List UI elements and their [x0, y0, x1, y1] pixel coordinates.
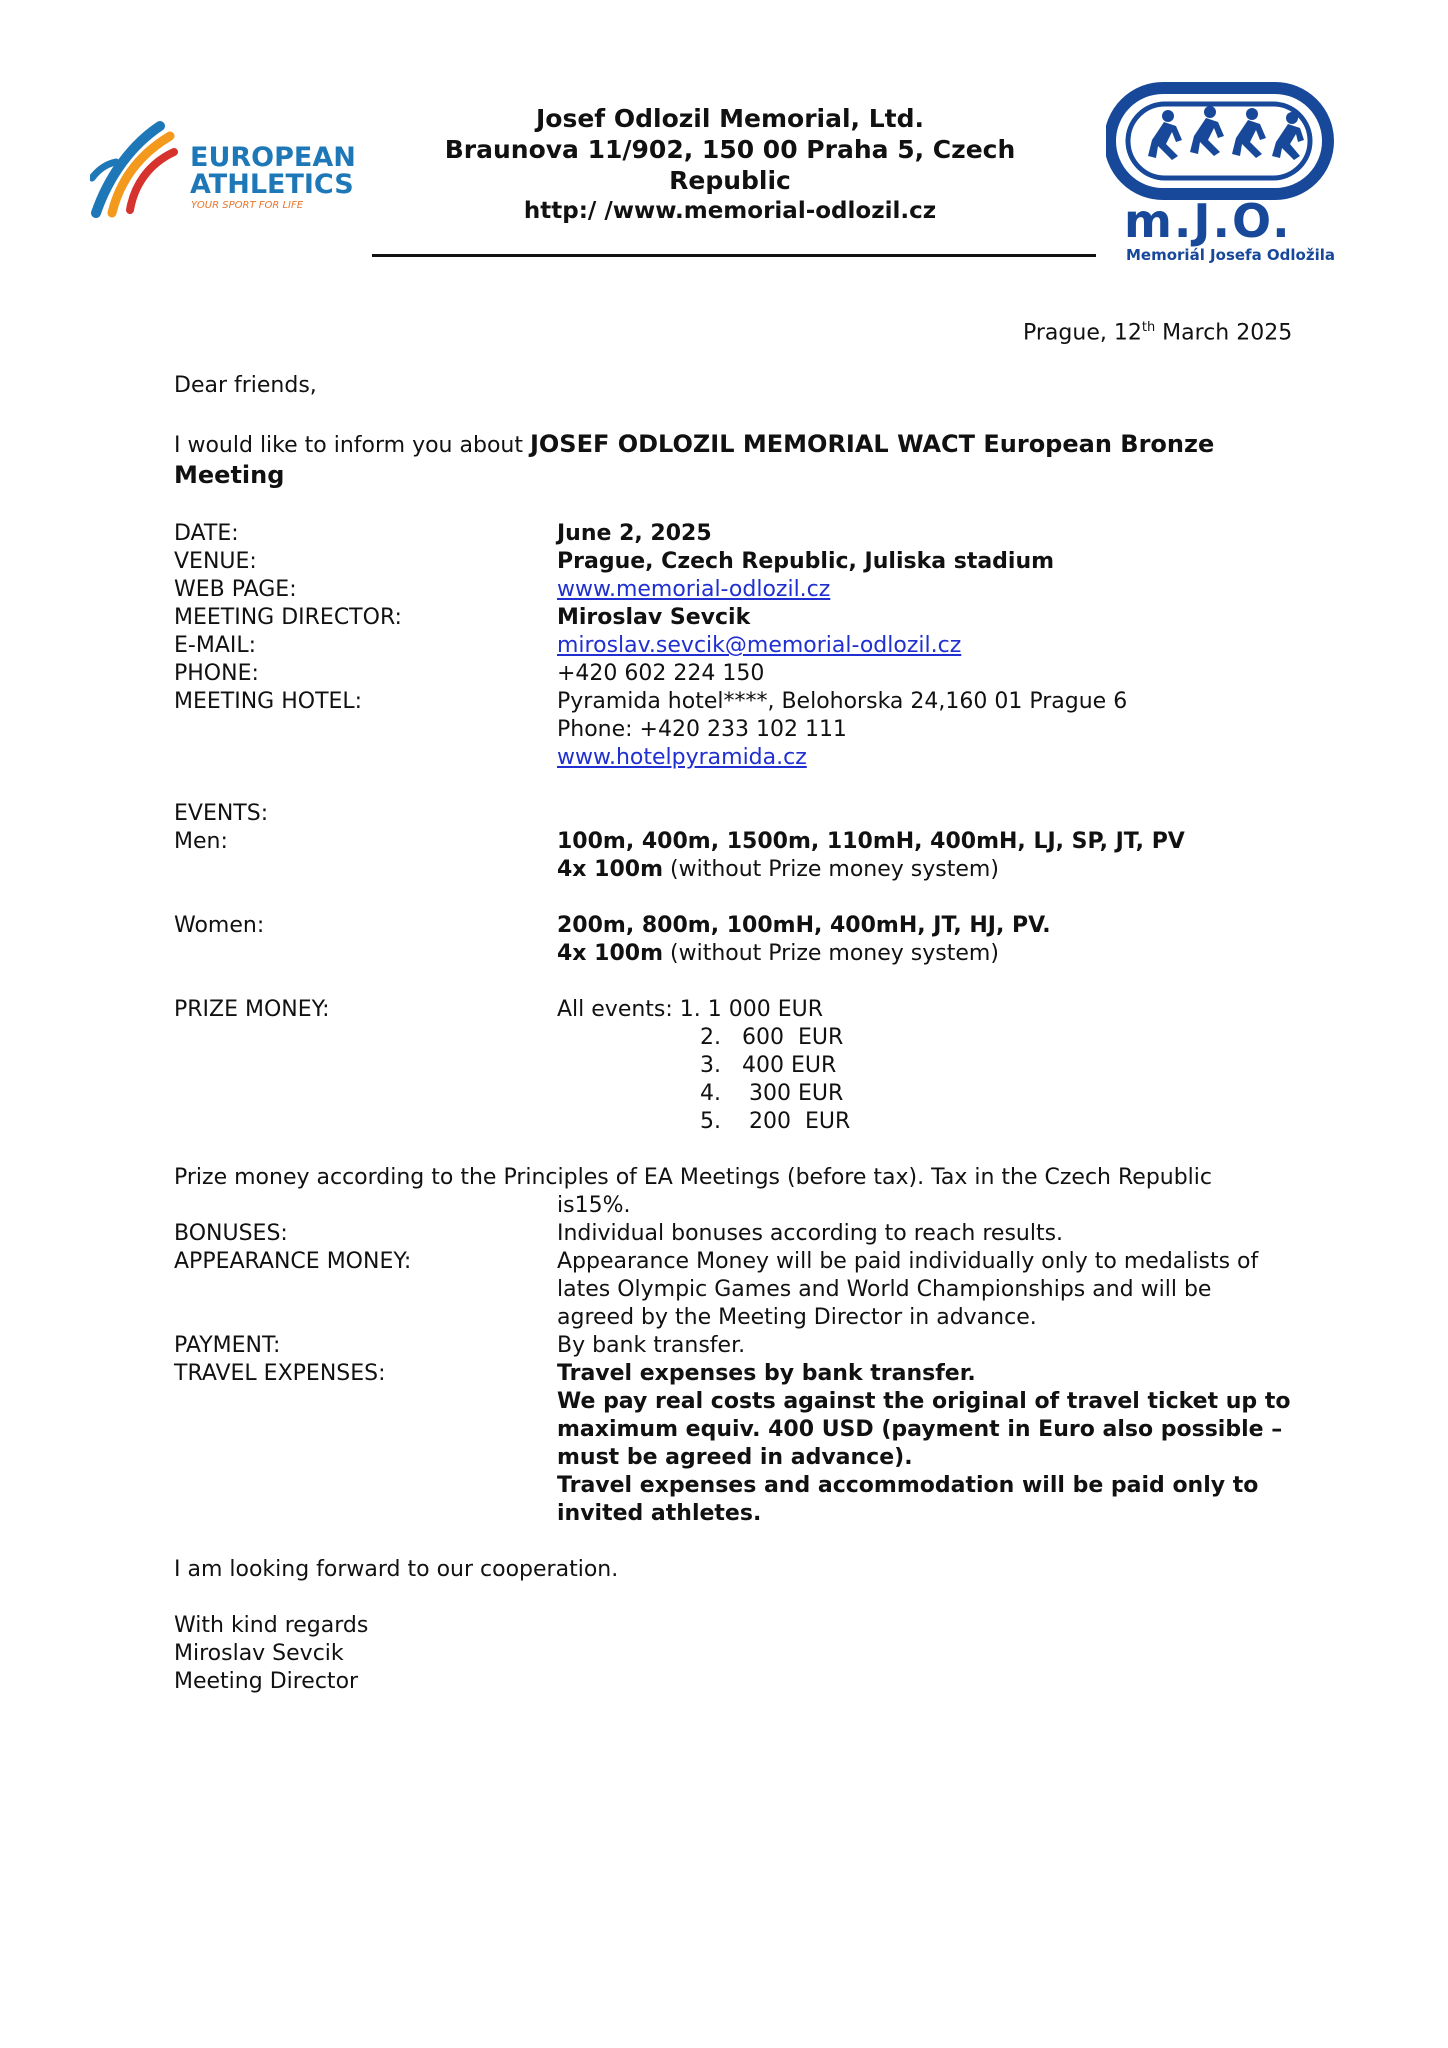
track-runners-icon — [1106, 82, 1334, 202]
venue-label: VENUE: — [174, 549, 257, 574]
women-events: 200m, 800m, 100mH, 400mH, JT, HJ, PV. — [557, 913, 1051, 938]
prize-place-3: 3. 400 EUR — [700, 1053, 837, 1078]
ea-logo-tagline: YOUR SPORT FOR LIFE — [191, 200, 304, 211]
company-address: Braunova 11/902, 150 00 Praha 5, Czech Republic — [444, 135, 1016, 195]
intro-text: I would like to inform you about — [174, 433, 530, 458]
travel-line-2: We pay real costs against the original of travel ticket up to — [557, 1389, 1291, 1414]
greeting: Dear friends, — [174, 373, 317, 398]
travel-expenses-label: TRAVEL EXPENSES: — [174, 1361, 386, 1386]
appearance-money-label: APPEARANCE MONEY: — [174, 1249, 412, 1274]
date-value: June 2, 2025 — [557, 521, 712, 546]
web-page-label: WEB PAGE: — [174, 577, 297, 602]
closing-text: I am looking forward to our cooperation. — [174, 1557, 619, 1582]
meeting-name: JOSEF ODLOZIL MEMORIAL WACT European Bronze — [529, 430, 1215, 458]
travel-line-1: Travel expenses by bank transfer. — [557, 1361, 976, 1386]
payment-label: PAYMENT: — [174, 1333, 281, 1358]
appearance-line-2: lates Olympic Games and World Championships and will be — [557, 1277, 1212, 1302]
travel-line-5: Travel expenses and accommodation will be paid only to — [557, 1473, 1259, 1498]
header-divider — [372, 254, 1096, 257]
european-athletics-logo — [90, 118, 360, 218]
meeting-hotel-value: Pyramida hotel****, Belohorska 24,160 01 Prague 6 — [557, 689, 1128, 714]
phone-label: PHONE: — [174, 661, 259, 686]
women-relay — [557, 940, 999, 968]
prize-money-label: PRIZE MONEY: — [174, 997, 330, 1022]
hotel-web-link[interactable]: www.hotelpyramida.cz — [557, 745, 807, 770]
bonuses-value: Individual bonuses according to reach results. — [557, 1221, 1064, 1246]
events-label: EVENTS: — [174, 801, 269, 826]
prize-place-5: 5. 200 EUR — [700, 1109, 851, 1134]
ea-logo-line1: EUROPEAN — [190, 142, 356, 173]
venue-value: Prague, Czech Republic, Juliska stadium — [557, 549, 1055, 574]
company-name: Josef Odlozil Memorial, Ltd. — [535, 104, 925, 133]
phone-value: +420 602 224 150 — [557, 661, 765, 686]
prize-first: All events: 1. 1 000 EUR — [557, 997, 824, 1022]
women-relay-event: 4x 100m — [557, 941, 664, 966]
intro-line — [174, 430, 1214, 460]
women-label: Women: — [174, 913, 265, 938]
men-events: 100m, 400m, 1500m, 110mH, 400mH, LJ, SP, JT, PV — [557, 829, 1185, 854]
meeting-hotel-label: MEETING HOTEL: — [174, 689, 363, 714]
men-relay — [557, 856, 999, 884]
signoff-regards: With kind regards — [174, 1613, 369, 1638]
date-place: Prague, 12 — [1023, 320, 1142, 346]
mjo-logo-initials: m.J.O. — [1124, 194, 1292, 248]
travel-line-6: invited athletes. — [557, 1501, 762, 1526]
ea-logo-line2: ATHLETICS — [190, 169, 354, 200]
travel-line-3: maximum equiv. 400 USD (payment in Euro also possible – — [557, 1417, 1283, 1442]
travel-line-4: must be agreed in advance). — [557, 1445, 913, 1470]
appearance-line-3: agreed by the Meeting Director in advance. — [557, 1305, 1037, 1330]
hotel-phone: Phone: +420 233 102 111 — [557, 717, 847, 742]
date-label: DATE: — [174, 521, 239, 546]
women-relay-note: (without Prize money system) — [663, 941, 999, 966]
mjo-logo — [1098, 82, 1360, 267]
signoff-name: Miroslav Sevcik — [174, 1641, 344, 1666]
payment-value: By bank transfer. — [557, 1333, 746, 1358]
prize-principles: Prize money according to the Principles of EA Meetings (before tax). Tax in the Czech Republic — [174, 1165, 1213, 1190]
meeting-name-cont: Meeting — [174, 461, 285, 489]
prize-place-2: 2. 600 EUR — [700, 1025, 844, 1050]
meeting-director-label: MEETING DIRECTOR: — [174, 605, 402, 630]
mjo-logo-name: Memoriál Josefa Odložila — [1126, 246, 1335, 264]
tax-rate: is15%. — [557, 1193, 631, 1218]
signoff-title: Meeting Director — [174, 1669, 359, 1694]
bonuses-label: BONUSES: — [174, 1221, 288, 1246]
web-page-link[interactable]: www.memorial-odlozil.cz — [557, 577, 831, 602]
men-relay-note: (without Prize money system) — [663, 857, 999, 882]
appearance-line-1: Appearance Money will be paid individually only to medalists of — [557, 1249, 1259, 1274]
email-label: E-MAIL: — [174, 633, 257, 658]
men-label: Men: — [174, 829, 228, 854]
letter-date — [1023, 314, 1292, 347]
meeting-director-value: Miroslav Sevcik — [557, 605, 751, 630]
prize-place-4: 4. 300 EUR — [700, 1081, 844, 1106]
company-url: http:/ /www.memorial-odlozil.cz — [523, 198, 937, 224]
men-relay-event: 4x 100m — [557, 857, 664, 882]
date-month-year: March 2025 — [1155, 320, 1293, 346]
european-athletics-emblem-icon — [90, 118, 182, 218]
email-link[interactable]: miroslav.sevcik@memorial-odlozil.cz — [557, 633, 962, 658]
date-suffix: th — [1141, 320, 1156, 335]
